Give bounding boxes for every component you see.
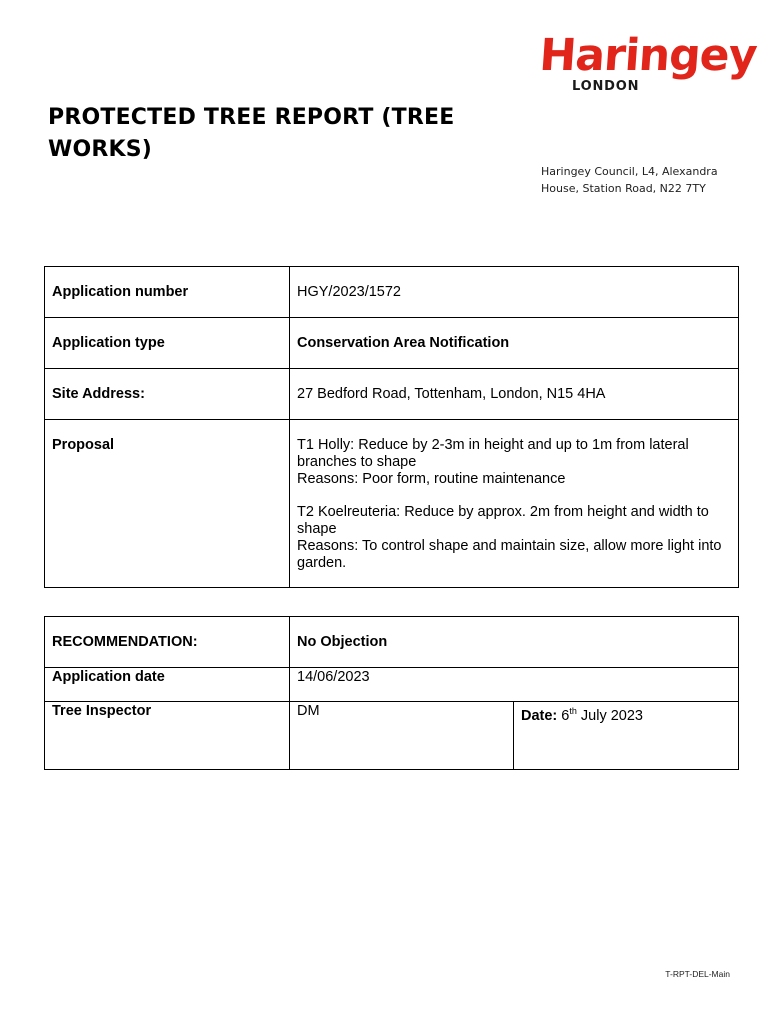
- row-application-number: [45, 267, 739, 318]
- label-cell: [45, 318, 290, 369]
- row-application-date: [45, 668, 739, 702]
- date-cell: [514, 702, 739, 770]
- date-day: 6: [561, 707, 570, 724]
- row-recommendation: [45, 617, 739, 668]
- label-cell: [45, 420, 290, 588]
- logo-wordmark: Haringey: [537, 30, 759, 81]
- application-number-label: Application number: [52, 284, 189, 300]
- proposal-spacer: [297, 488, 731, 504]
- site-address-value: 27 Bedford Road, Tottenham, London, N15 4HA: [297, 386, 606, 402]
- value-cell: [290, 267, 739, 318]
- application-date-value: 14/06/2023: [297, 669, 370, 685]
- tree-inspector-value: DM: [297, 703, 320, 719]
- value-cell: [290, 617, 739, 668]
- label-cell: [45, 668, 290, 702]
- date-month-year: July 2023: [580, 707, 643, 724]
- decision-table: [44, 616, 739, 770]
- value-cell: [290, 420, 739, 588]
- proposal-label: Proposal: [52, 437, 115, 453]
- row-site-address: [45, 369, 739, 420]
- label-cell: [45, 369, 290, 420]
- label-cell: [45, 617, 290, 668]
- label-cell: [45, 702, 290, 770]
- proposal-item-t2-work: T2 Koelreuteria: Reduce by approx. 2m from height and width to shape: [297, 504, 709, 537]
- application-type-value: Conservation Area Notification: [297, 335, 510, 351]
- proposal-item-t2-reason: Reasons: To control shape and maintain size, allow more light into garden.: [297, 538, 722, 571]
- value-cell: [290, 702, 514, 770]
- row-tree-inspector: [45, 702, 739, 770]
- label-cell: [45, 267, 290, 318]
- council-address: Haringey Council, L4, Alexandra House, Station Road, N22 7TY: [541, 165, 718, 195]
- application-details-table: [44, 266, 739, 588]
- recommendation-value: No Objection: [297, 634, 388, 650]
- date-label: Date:: [521, 707, 558, 724]
- value-cell: [290, 668, 739, 702]
- application-type-label: Application type: [52, 335, 165, 351]
- haringey-logo: [537, 22, 759, 94]
- value-cell: [290, 318, 739, 369]
- tree-inspector-label: Tree Inspector: [52, 703, 152, 719]
- logo-subtext: LONDON: [572, 79, 640, 94]
- row-application-type: [45, 318, 739, 369]
- application-date-label: Application date: [52, 669, 165, 685]
- site-address-label: Site Address:: [52, 386, 145, 402]
- proposal-item-t1-work: T1 Holly: Reduce by 2-3m in height and up to 1m from lateral branches to shape: [297, 437, 689, 470]
- row-proposal: [45, 420, 739, 588]
- recommendation-label: RECOMMENDATION:: [52, 634, 198, 650]
- proposal-item-t1-reason: Reasons: Poor form, routine maintenance: [297, 471, 566, 487]
- date-ordinal-suffix: th: [569, 706, 577, 716]
- document-code: T-RPT-DEL-Main: [665, 969, 730, 979]
- page-title: PROTECTED TREE REPORT (TREE WORKS): [48, 105, 455, 162]
- value-cell: [290, 369, 739, 420]
- application-number-value: HGY/2023/1572: [297, 284, 401, 300]
